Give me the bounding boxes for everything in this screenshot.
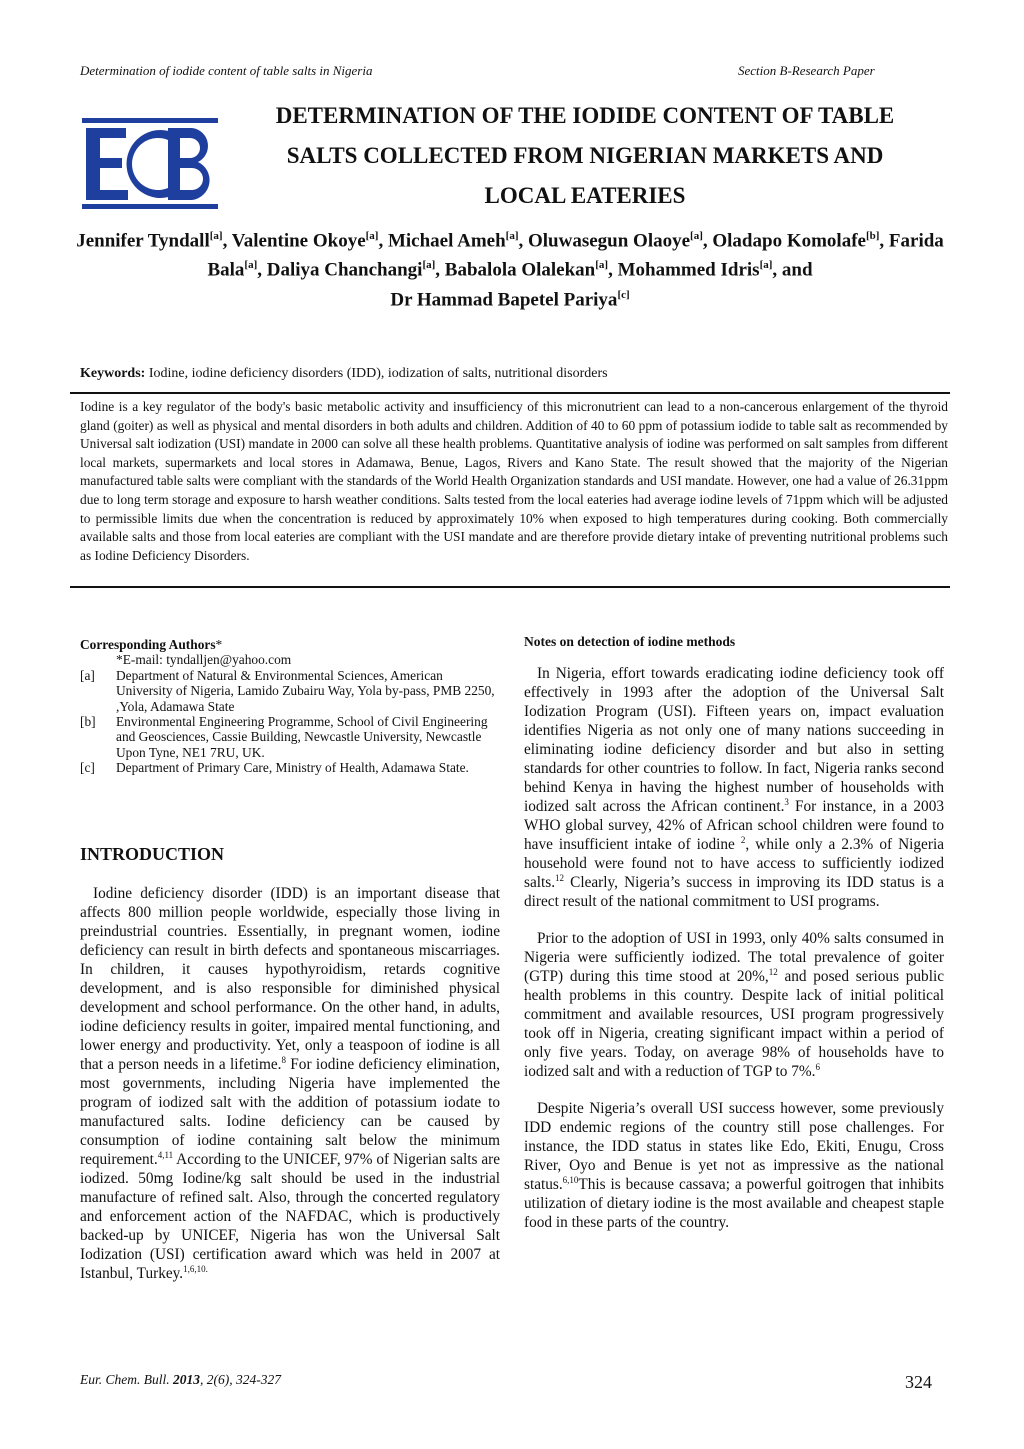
affiliation-marker: [a] (505, 230, 519, 242)
title-line: DETERMINATION OF THE IODIDE CONTENT OF TABLE (275, 103, 895, 128)
section-heading-notes: Notes on detection of iodine methods (524, 634, 736, 649)
title-line: SALTS COLLECTED FROM NIGERIAN MARKETS AND (286, 143, 884, 168)
text-run: Despite Nigeria’s overall USI success however, some previously IDD endemic regions of the country still pose challenges. For instance, the IDD status in states like Edo, Ekiti, Enugu, Cross River, Oyo and Benue is yet not as impressive as the national status. (524, 1100, 944, 1193)
abstract-top-rule (70, 392, 950, 394)
ecb-logo-icon (80, 118, 220, 210)
notes-body (524, 664, 944, 1232)
text-run: and posed serious public health problems in this country. Despite lack of initial political commitment and available resources, USI program progressively took off in Nigeria, creating significant impact within a period of only five years. Today, on average 98% of households have to iodized salt and with a reduction of TGP to 7%. (524, 968, 944, 1080)
separator: , and (772, 259, 813, 281)
journal-volume: , 2(6), (200, 1372, 236, 1387)
text-run: For iodine deficiency elimination, most governments, including Nigeria have implemented the program of iodized salt with the addition of potassium iodate to manufactured salts. Iodine deficiency can be caused by consumption of iodine containing salt below the minimum requirement. (80, 1056, 500, 1168)
affiliation-item (80, 714, 500, 760)
abstract: Iodine is a key regulator of the body's basic metabolic activity and insufficiency of this micronutrient can lead to a non-cancerous enlargement of the thyroid gland (goiter) as well as physical and mental disorders in both adults and children. Addition of 40 to 60 ppm of potassium iodide to table salt as recommended by Universal salt iodization (USI) mandate in 2000 can solve all these health problems. Quantitative analysis of iodine was performed on salt samples from different local markets, supermarkets and local stores in Adamawa, Benue, Lagos, Rivers and Kano State. The result showed that the majority of the Nigerian manufactured table salts were compliant with the standards of the World Health Organization standards and USI mandate. However, one had a value of 26.31ppm due to long term storage and exposure to harsh weather conditions. Salts tested from the local eateries had average iodine levels of 71ppm which will be adjusted to permissible limits due when the concentration is reduced by approximately 10% when exposed to high temperatures during cooking. Both commercially available salts and those from local eateries are compliant with the USI mandate and are therefore provide dietary intake of preventing nutritional problems such as Iodine Deficiency Disorders. (80, 399, 948, 563)
separator: , (518, 230, 528, 252)
author-name: Jennifer Tyndall (76, 230, 210, 252)
keywords (80, 366, 608, 382)
citation: 3 (784, 796, 789, 807)
article-title (255, 96, 915, 216)
keywords-text: Iodine, iodine deficiency disorders (IDD), iodization of salts, nutritional disorders (145, 366, 608, 381)
text-run: Iodine deficiency disorder (IDD) is an important disease that affects 800 million people worldwide, especially those living in preindustrial countries. Essentially, in pregnant women, iodine deficiency can result in birth defects and spontaneous miscarriages. In children, it causes hypothyroidism, retards cognitive development, and is also responsible for diminished physical development and school performance. On the other hand, in adults, iodine deficiency results in goiter, impaired mental functioning, and lower energy and productivity. Yet, only a teaspoon of iodine is all that a person needs in a lifetime. (80, 885, 500, 1073)
journal-name: Eur. Chem. Bull. (80, 1372, 173, 1387)
citation: 8 (281, 1054, 286, 1065)
citation: 1,6,10. (183, 1263, 208, 1274)
separator: , (435, 259, 445, 281)
author-name: Mohammed Idris (617, 259, 760, 281)
text-run: , while only a 2.3% of Nigeria household were found not to have access to sufficiently iodized salts. (524, 836, 944, 891)
author-name: Valentine Okoye (231, 230, 366, 252)
citation: 12 (768, 966, 778, 977)
citation: 12 (555, 872, 565, 883)
journal-year: 2013 (173, 1372, 200, 1387)
text-run: For instance, in a 2003 WHO global survey, 42% of African school children were found to have insufficient intake of iodine (524, 798, 944, 853)
citation: 2 (740, 834, 746, 845)
separator: , (879, 230, 889, 252)
affiliation-text: Department of Primary Care, Ministry of Health, Adamawa State. (116, 760, 469, 776)
section-heading-introduction: INTRODUCTION (80, 844, 225, 864)
affiliation-item (80, 668, 500, 714)
author-name: Farida Bala (207, 230, 944, 281)
affiliation-marker: [a] (365, 230, 379, 242)
affiliation-marker: [a] (595, 259, 609, 272)
separator: , (222, 230, 232, 252)
journal-pages: 324-327 (236, 1372, 281, 1387)
corresponding-email: *E-mail: tyndalljen@yahoo.com (116, 652, 292, 668)
paragraph (524, 929, 944, 1081)
affiliation-text: Environmental Engineering Programme, School of Civil Engineering and Geosciences, Cassie Building, Newcastle University, Newcastle Upon Tyne, NE1 7RU, UK. (116, 714, 488, 760)
text-run: In Nigeria, effort towards eradicating iodine deficiency took off effectively in 1993 after the adoption of the Universal Salt Iodization Program (USI). Fifteen years on, impact evaluation identifies Nigeria as not only one of many nations succeeding in eliminating iodine deficiency disorder and but also in setting standards for other countries to follow. In fact, Nigeria ranks second behind Kenya in having the highest number of households with iodized salt across the African continent. (524, 665, 944, 815)
footer-citation (80, 1372, 281, 1388)
text-run: According to the UNICEF, 97% of Nigerian salts are iodized. 50mg Iodine/kg salt should be used in the industrial manufacture of refined salt. Also, through the concerted regulatory and enforcement action of the NAFDAC, which is productively backed-up by UNICEF, Nigeria has won the Universal Salt Iodization (USI) certification award which was held in 2007 at Istanbul, Turkey. (80, 1151, 500, 1282)
author-name: Dr Hammad Bapetel Pariya (390, 288, 618, 310)
affiliation-marker: [a] (209, 230, 223, 242)
text-run: Clearly, Nigeria’s success in improving its IDD status is a direct result of the national commitment to USI programs. (524, 874, 944, 910)
title-line: LOCAL EATERIES (484, 183, 686, 208)
affiliation-marker: [a] (422, 259, 436, 272)
author-list (75, 224, 945, 312)
introduction-body (80, 884, 500, 1283)
affiliation-item (80, 760, 500, 775)
citation: 4,11 (157, 1149, 174, 1160)
affiliation-marker: [b] (865, 230, 880, 242)
corresponding-authors (80, 637, 500, 776)
separator: , (378, 230, 388, 252)
affiliation-label: [a] (80, 667, 95, 683)
affiliation-marker: [a] (244, 259, 258, 272)
separator: , (608, 259, 618, 281)
keywords-label: Keywords: (80, 366, 146, 381)
author-name: Oluwasegun Olaoye (527, 230, 691, 252)
running-header-left: Determination of iodide content of table salts in Nigeria (80, 63, 373, 78)
affiliation-label: [b] (80, 714, 96, 730)
text-run: Prior to the adoption of USI in 1993, only 40% salts consumed in Nigeria were sufficiently iodized. The total prevalence of goiter (GTP) during this time stood at 20%, (524, 930, 944, 985)
author-name: Babalola Olalekan (444, 259, 596, 281)
page-number: 324 (905, 1372, 932, 1392)
paragraph (80, 884, 500, 1283)
author-name: Michael Ameh (387, 230, 506, 252)
separator: , (257, 259, 267, 281)
citation: 6 (815, 1061, 820, 1072)
author-name: Daliya Chanchangi (266, 259, 423, 281)
paragraph (524, 664, 944, 911)
affiliation-marker: [a] (690, 230, 703, 242)
corresponding-label: Corresponding Authors (80, 637, 216, 652)
affiliation-marker: [c] (617, 288, 630, 301)
asterisk: * (215, 637, 223, 652)
running-header-right: Section B-Research Paper (738, 63, 875, 78)
affiliation-label: [c] (80, 760, 95, 776)
citation: 6,10 (562, 1174, 579, 1185)
text-run: This is because cassava; a powerful goitrogen that inhibits utilization of dietary iodine is the most available and cheapest staple food in these parts of the country. (524, 1176, 944, 1231)
separator: , (702, 230, 713, 252)
journal-logo (80, 118, 220, 215)
affiliation-marker: [a] (759, 259, 773, 272)
paragraph (524, 1099, 944, 1232)
affiliation-text: Department of Natural & Environmental Sciences, American University of Nigeria, Lamido Zubairu Way, Yola by-pass, PMB 2250, ,Yola, Adamawa State (116, 667, 495, 714)
abstract-bottom-rule (70, 586, 950, 588)
author-name: Oladapo Komolafe (712, 230, 866, 252)
